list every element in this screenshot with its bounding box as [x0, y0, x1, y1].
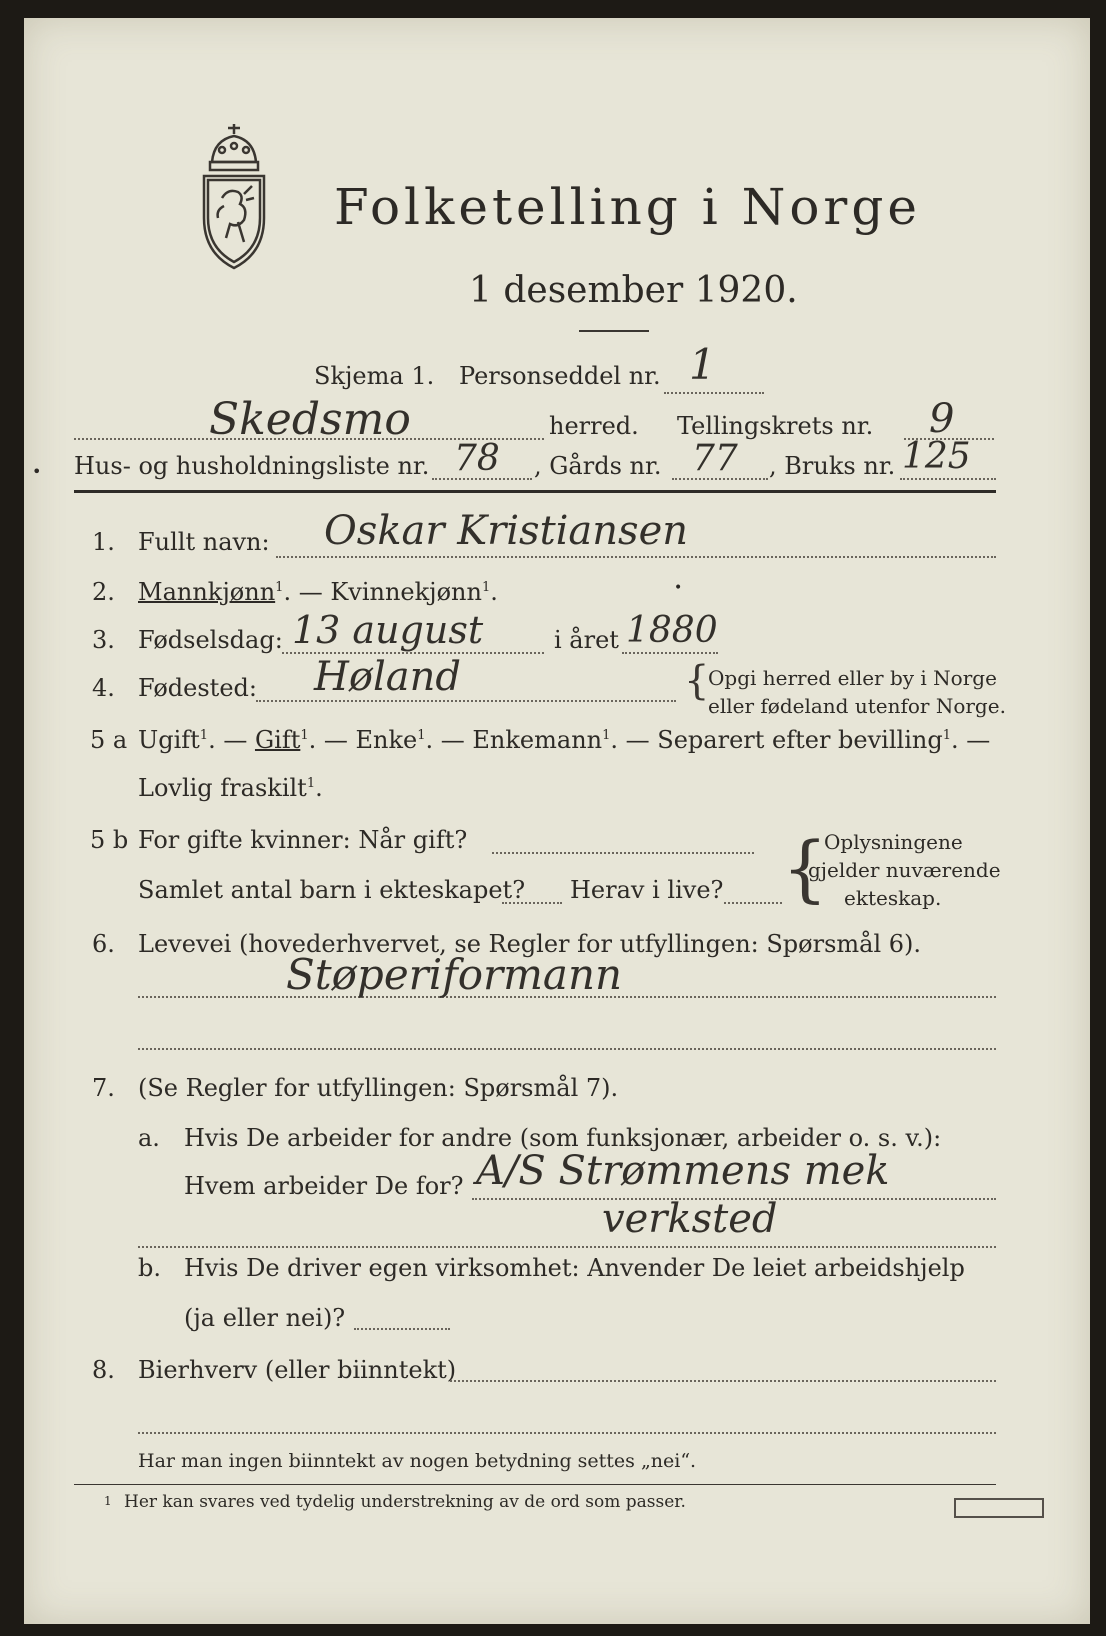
census-form-page [24, 18, 1090, 1624]
year-field-line [622, 652, 718, 654]
widower-option[interactable]: . — Enkemann [425, 726, 603, 754]
q5b-label3: Herav i live? [570, 876, 724, 904]
birthplace-value[interactable]: Høland [314, 654, 461, 700]
q5a-footnote-mark-5: 1 [942, 728, 951, 743]
employer-value-line1[interactable]: A/S Strømmens mek [476, 1148, 890, 1194]
full-name-value[interactable]: Oskar Kristiansen [324, 508, 689, 554]
q7a-label2: Hvem arbeider De for? [184, 1172, 464, 1200]
q5a-footnote-mark-4: 1 [602, 728, 611, 743]
q7-number: 7. [92, 1074, 115, 1102]
q2-number: 2. [92, 578, 115, 606]
personseddel-label: Personseddel nr. [459, 362, 661, 390]
employer-value-line2[interactable]: verksted [602, 1196, 778, 1242]
schema-label: Skjema 1. [314, 362, 435, 390]
side-income-field-line-2[interactable] [138, 1432, 996, 1434]
q5a-sep5: . — [950, 726, 991, 754]
occupation-field-line-2[interactable] [138, 1048, 996, 1050]
male-option[interactable]: Mannkjønn [138, 578, 276, 606]
q5a-sep1: . — [208, 726, 255, 754]
q5b-brace: { [782, 826, 828, 910]
q5b-note-line1: Oplysningene [824, 830, 963, 854]
footnote-text: Her kan svares ved tydelig understrekning av de ord som passer. [124, 1492, 686, 1512]
q4-note-line2: eller fødeland utenfor Norge. [708, 694, 1006, 718]
q5a-footnote-mark: 1 [199, 728, 209, 743]
birthday-value[interactable]: 13 august [292, 608, 484, 652]
hired-help-field-line[interactable] [354, 1328, 450, 1330]
personseddel-value[interactable]: 1 [689, 340, 716, 389]
q7b-label2: (ja eller nei)? [184, 1304, 346, 1332]
unmarried-option[interactable]: Ugift [138, 726, 200, 754]
q7-label: (Se Regler for utfyllingen: Spørsmål 7). [138, 1074, 619, 1102]
q2-footnote-mark-2: 1 [481, 580, 491, 595]
footer-note: Har man ingen biinntekt av nogen betydning settes „nei“. [138, 1450, 697, 1472]
occupation-value[interactable]: Støperiformann [286, 950, 623, 999]
header-divider [74, 490, 996, 493]
q6-label: Levevei (hovederhvervet, se Regler for utfyllingen: Spørsmål 6). [138, 930, 922, 958]
q5b-number: 5 b [90, 826, 129, 854]
q5a-footnote-mark-3: 1 [417, 728, 426, 743]
q3-number: 3. [92, 626, 115, 654]
margin-dot: • [32, 462, 42, 481]
personseddel-field-line [664, 392, 764, 394]
footnote-number: 1 [104, 1494, 112, 1508]
q5b-note-line2: gjelder nuværende [808, 858, 1001, 882]
q1-number: 1. [92, 528, 115, 556]
divorced-option[interactable]: Lovlig fraskilt [138, 774, 307, 802]
q4-field-line [256, 700, 676, 702]
children-count-field-line[interactable] [502, 902, 562, 904]
marital-status-options [138, 726, 990, 754]
q2-end: . [490, 578, 498, 606]
year-label: i året [554, 626, 619, 654]
separated-option[interactable]: . — Separert efter bevilling [610, 726, 943, 754]
children-alive-field-line[interactable] [724, 902, 782, 904]
q5a-footnote-mark-6: 1 [306, 776, 316, 791]
gards-value[interactable]: 77 [692, 438, 738, 479]
q1-field-line [276, 556, 996, 558]
q7a-label1: Hvis De arbeider for andre (som funksjonær, arbeider o. s. v.): [184, 1124, 942, 1152]
q4-brace: { [684, 658, 710, 704]
hus-value[interactable]: 78 [454, 438, 500, 479]
widow-option[interactable]: . — Enke [308, 726, 418, 754]
q4-label: Fødested: [138, 674, 257, 702]
divorced-option-line [138, 774, 323, 802]
q7b-number: b. [138, 1254, 161, 1282]
q7a-number: a. [138, 1124, 160, 1152]
q1-label: Fullt navn: [138, 528, 270, 556]
q8-number: 8. [92, 1356, 115, 1384]
q5a-line2-end: . [315, 774, 323, 802]
coat-of-arms-icon [194, 118, 274, 273]
printer-stamp [954, 1498, 1044, 1518]
side-income-field-line[interactable] [450, 1380, 996, 1382]
bruks-label: , Bruks nr. [769, 452, 896, 480]
q5a-footnote-mark-2: 1 [300, 728, 309, 743]
hus-label: Hus- og husholdningsliste nr. [74, 452, 430, 480]
q5b-label2: Samlet antal barn i ekteskapet? [138, 876, 526, 904]
tellingskrets-value[interactable]: 9 [929, 396, 955, 442]
footer-divider [74, 1484, 996, 1485]
q5b-label1: For gifte kvinner: Når gift? [138, 826, 468, 854]
tellingskrets-label: Tellingskrets nr. [677, 412, 874, 440]
marriage-date-field-line[interactable] [492, 852, 754, 854]
bruks-value[interactable]: 125 [902, 436, 971, 477]
form-title: Folketelling i Norge [334, 178, 921, 236]
q4-note-line1: Opgi herred eller by i Norge [708, 666, 997, 690]
q4-number: 4. [92, 674, 115, 702]
q7b-label1: Hvis De driver egen virksomhet: Anvender De leiet arbeidshjelp [184, 1254, 965, 1282]
census-date: 1 desember 1920. [469, 270, 798, 311]
q5a-number: 5 a [90, 726, 128, 754]
birth-year-value[interactable]: 1880 [626, 610, 718, 651]
gards-label: , Gårds nr. [534, 452, 662, 480]
title-divider [579, 330, 649, 332]
married-option[interactable]: Gift [254, 726, 301, 754]
employer-field-line-2 [138, 1246, 996, 1248]
q3-label: Fødselsdag: [138, 626, 283, 654]
municipality-value[interactable]: Skedsmo [209, 394, 411, 445]
q5b-note-line3: ekteskap. [844, 886, 942, 910]
q8-label: Bierhverv (eller biinntekt) [138, 1356, 457, 1384]
q2-footnote-mark: 1 [275, 580, 284, 595]
ink-dot: • [674, 580, 683, 596]
herred-label: herred. [549, 412, 639, 440]
q6-number: 6. [92, 930, 115, 958]
female-option[interactable]: . — Kvinnekjønn [283, 578, 482, 606]
bruks-field-line [900, 478, 996, 480]
gender-options [138, 578, 498, 606]
